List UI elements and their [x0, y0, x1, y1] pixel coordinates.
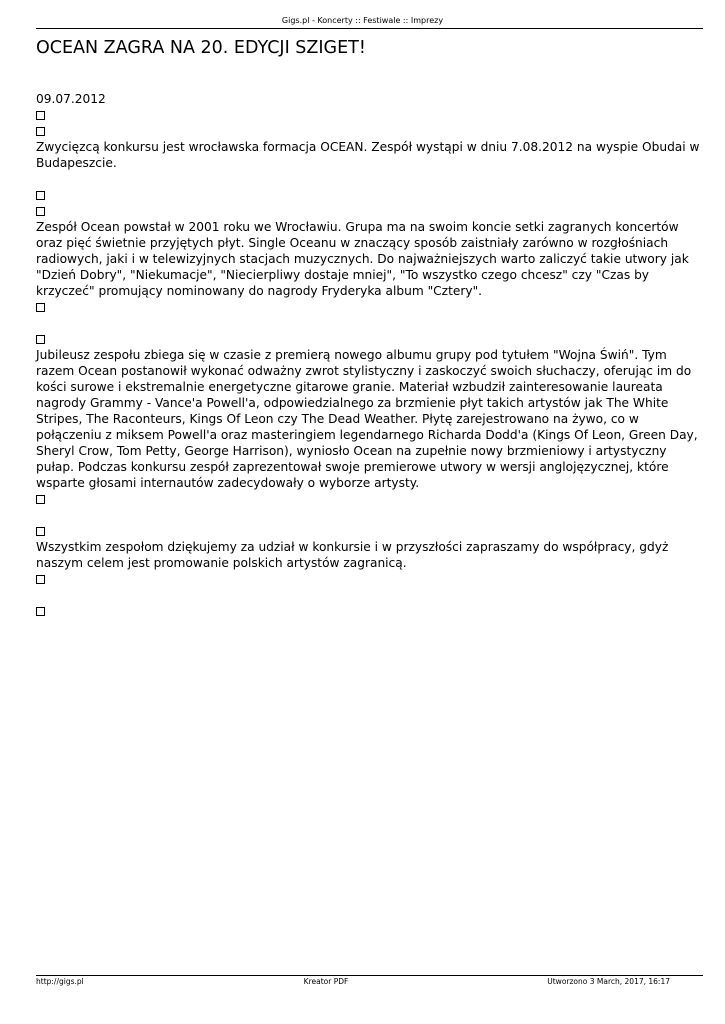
footer-divider — [36, 975, 703, 976]
missing-image-icon — [36, 607, 45, 616]
footer-created-date: Utworzono 3 March, 2017, 16:17 — [547, 977, 670, 986]
missing-image-icon — [36, 303, 45, 312]
missing-image-icon — [36, 191, 45, 200]
article-date: 09.07.2012 — [36, 92, 106, 106]
article-paragraph: Wszystkim zespołom dziękujemy za udział w konkursie i w przyszłości zapraszamy do współpracy, gdyż naszym celem jest promowanie polskich artystów zagranicą. — [36, 540, 669, 570]
article-paragraph: Zwycięzcą konkursu jest wrocławska formacja OCEAN. Zespół wystąpi w dniu 7.08.2012 na wyspie Obudai w Budapeszcie. — [36, 140, 700, 170]
header-divider — [36, 28, 703, 29]
footer-url[interactable]: http://gigs.pl — [36, 977, 84, 986]
article-paragraph: Jubileusz zespołu zbiega się w czasie z premierą nowego albumu grupy pod tytułem "Wojna Świń". Tym razem Ocean postanowił wykonać odważny zwrot stylistyczny i zaskoczyć swoich słuchaczy, oferując im do kości surowe i ekstremalnie energetyczne gitarowe granie. Materiał wzbudził zainteresowanie laureata nagrody Grammy - Vance'a Powell'a, odpowiedzialnego za brzmienie płyt takich artystów jak The White Stripes, The Raconteurs, Kings Of Leon czy The Dead Weather. Płytę zarejestrowano na żywo, co w połączeniu z miksem Powell'a oraz masteringiem legendarnego Richarda Dodd'a (Kings Of Leon, Green Day, Sheryl Crow, Tom Petty, George Harrison), wyniosło Ocean na zupełnie nowy brzmieniowy i artystyczny pułap. Podczas konkursu zespół zaprezentował swoje premierowe utwory w wersji anglojęzycznej, które wsparte głosami internautów zadecydowały o wyborze artysty. — [36, 348, 698, 490]
missing-image-icon — [36, 111, 45, 120]
footer-generator: Kreator PDF — [303, 977, 349, 986]
article-body — [36, 91, 700, 619]
missing-image-icon — [36, 527, 45, 536]
missing-image-icon — [36, 335, 45, 344]
missing-image-icon — [36, 495, 45, 504]
article-title: OCEAN ZAGRA NA 20. EDYCJI SZIGET! — [36, 38, 366, 58]
missing-image-icon — [36, 575, 45, 584]
missing-image-icon — [36, 127, 45, 136]
article-paragraph: Zespół Ocean powstał w 2001 roku we Wrocławiu. Grupa ma na swoim koncie setki zagranych koncertów oraz pięć świetnie przyjętych płyt. Single Oceanu w znaczący sposób zaistniały zarówno w rozgłośniach radiowych, jaki i w telewizyjnych stacjach muzycznych. Do najważniejszych warto zaliczyć takie utwory jak "Dzień Dobry", "Niekumacje", "Niecierpliwy dostaje mniej", "To wszystko czego chcesz" czy "Czas by krzyczeć" promujący nominowany do nagrody Fryderyka album "Cztery". — [36, 220, 689, 298]
missing-image-icon — [36, 207, 45, 216]
page-header: Gigs.pl - Koncerty :: Festiwale :: Imprezy — [281, 16, 444, 25]
